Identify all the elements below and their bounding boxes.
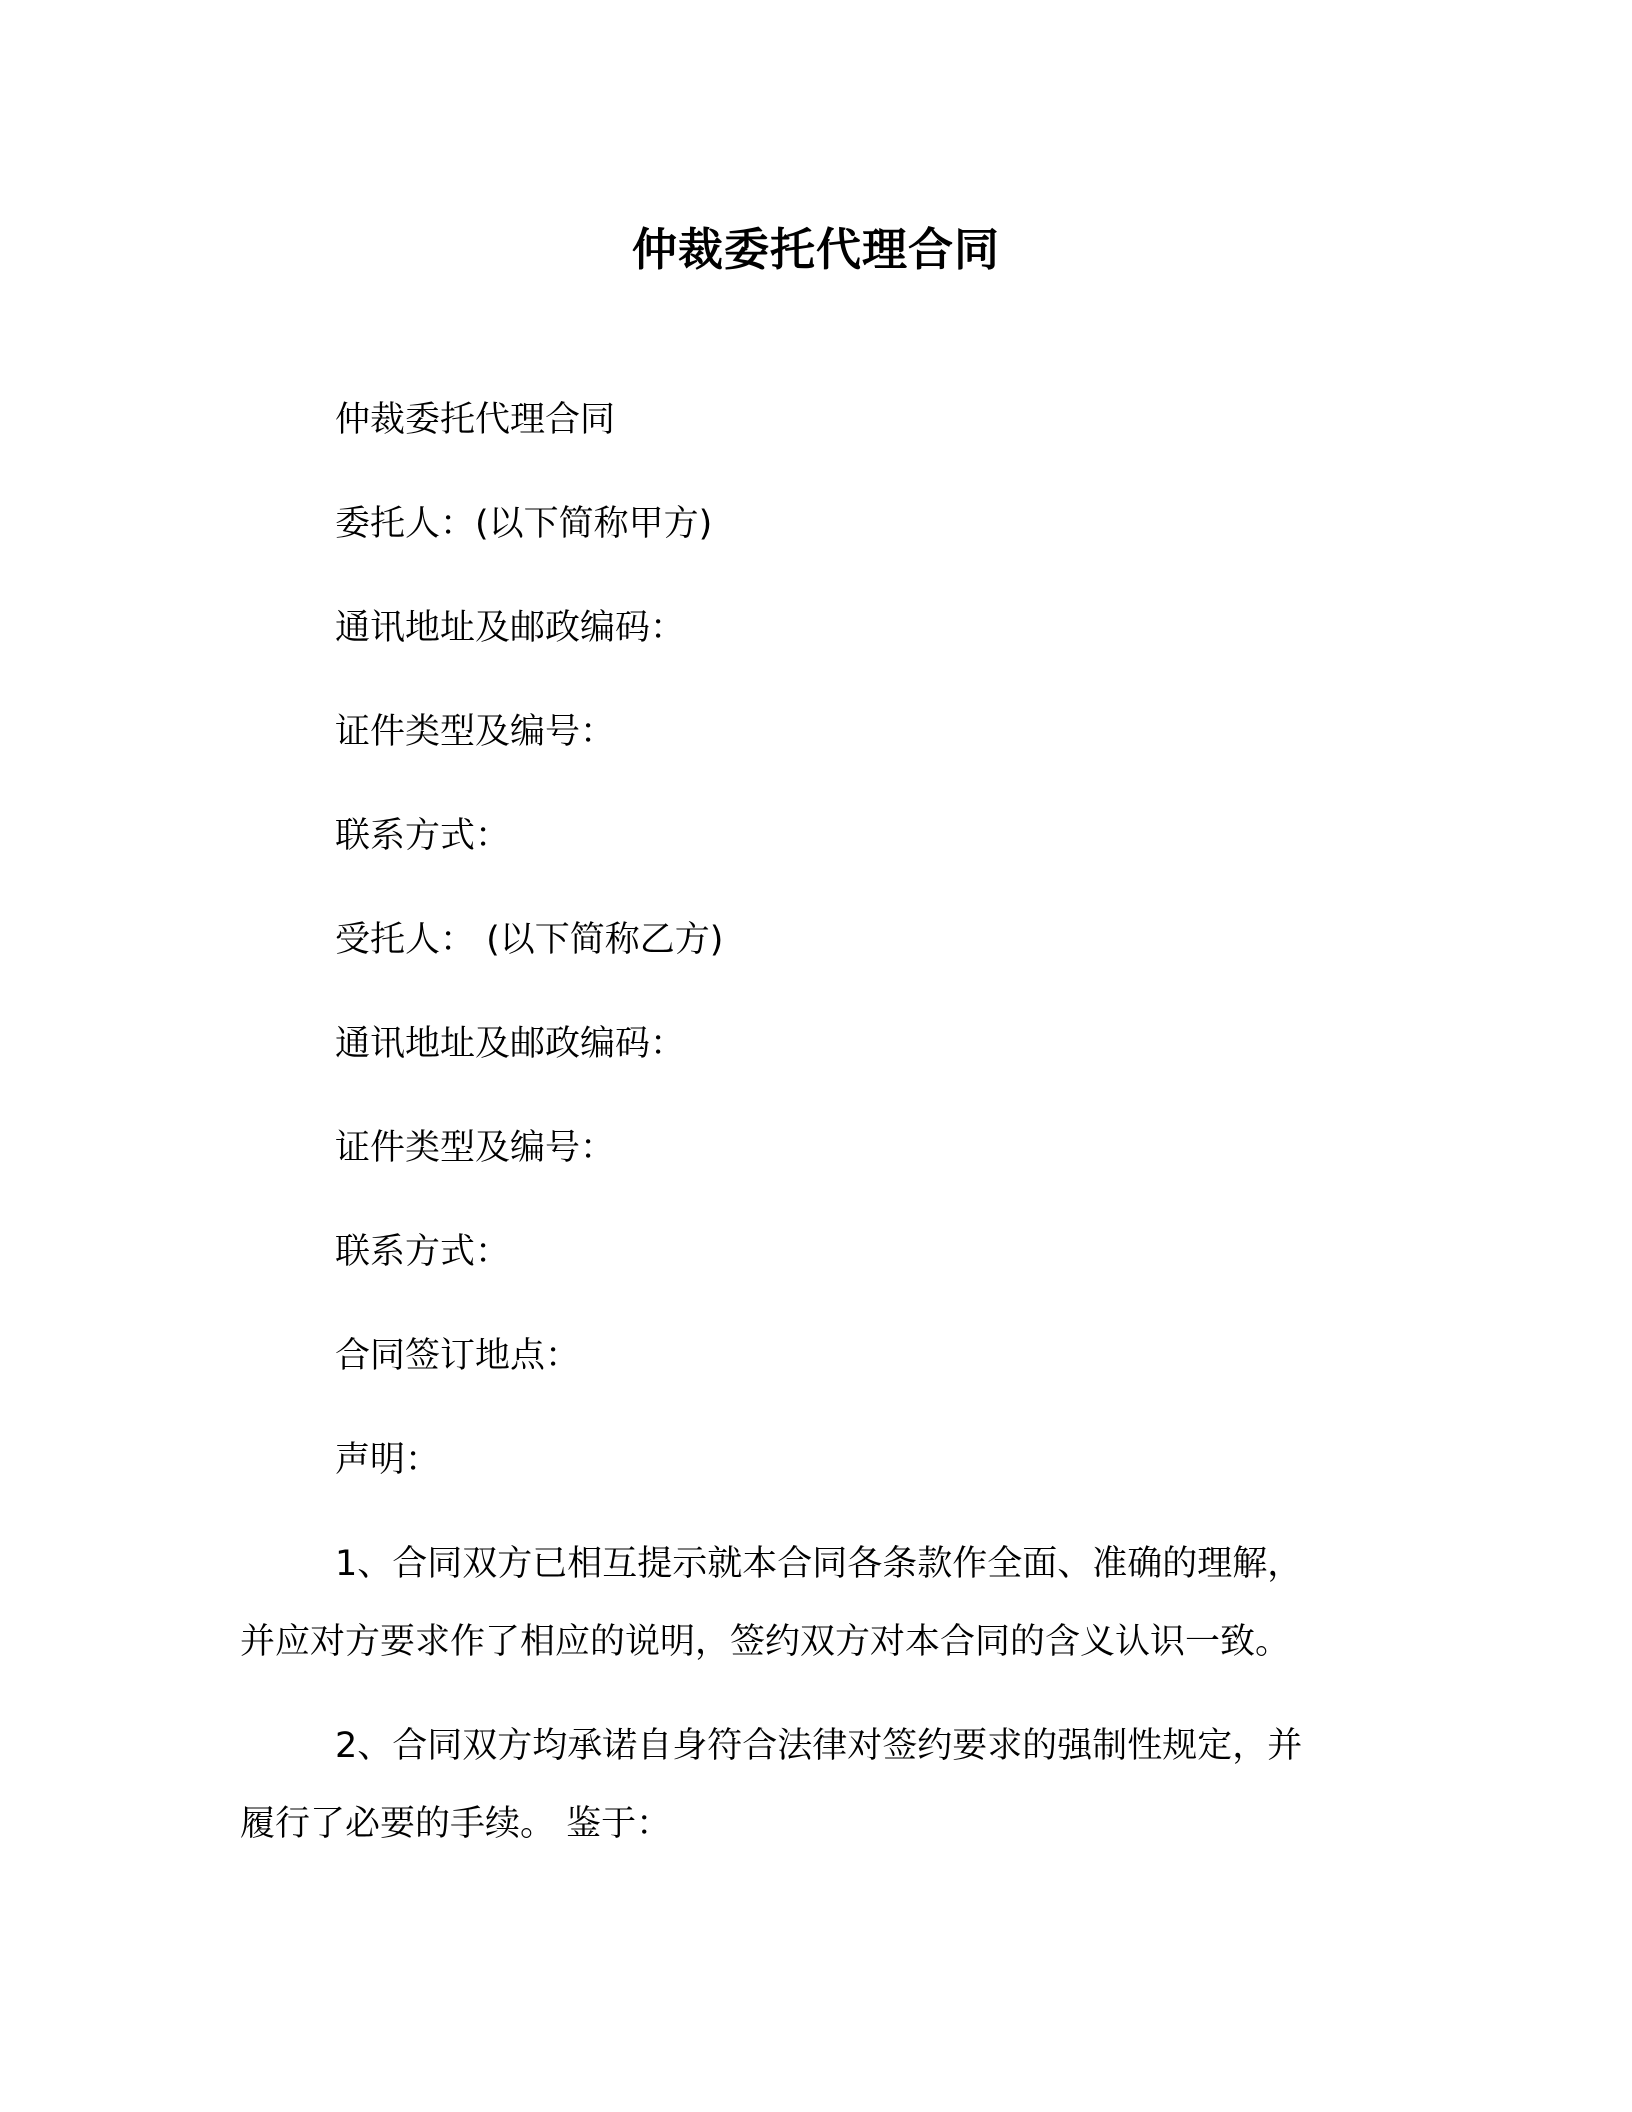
field-agent: 受托人： (以下简称乙方) bbox=[335, 920, 724, 960]
field-agent-contact: 联系方式： bbox=[335, 1232, 511, 1272]
field-principal-contact: 联系方式： bbox=[335, 816, 511, 856]
clause-1-line-1: 1、合同双方已相互提示就本合同各条款作全面、准确的理解， bbox=[335, 1544, 1303, 1584]
field-principal-id: 证件类型及编号： bbox=[335, 712, 616, 752]
clause-2-line-2: 履行了必要的手续。 鉴于： bbox=[240, 1804, 672, 1844]
clause-1-line-2: 并应对方要求作了相应的说明，签约双方对本合同的含义认识一致。 bbox=[240, 1622, 1291, 1662]
field-principal-address: 通讯地址及邮政编码： bbox=[335, 608, 686, 648]
clause-2-line-1: 2、合同双方均承诺自身符合法律对签约要求的强制性规定，并 bbox=[335, 1726, 1303, 1766]
field-declaration: 声明： bbox=[335, 1440, 441, 1480]
field-agent-id: 证件类型及编号： bbox=[335, 1128, 616, 1168]
field-contract-name: 仲裁委托代理合同 bbox=[335, 400, 616, 440]
field-principal: 委托人：(以下简称甲方) bbox=[335, 504, 713, 544]
field-signing-place: 合同签订地点： bbox=[335, 1336, 581, 1376]
document-title: 仲裁委托代理合同 bbox=[631, 223, 1000, 276]
field-agent-address: 通讯地址及邮政编码： bbox=[335, 1024, 686, 1064]
clause-2 bbox=[240, 1724, 1390, 1846]
clause-1 bbox=[240, 1542, 1390, 1664]
